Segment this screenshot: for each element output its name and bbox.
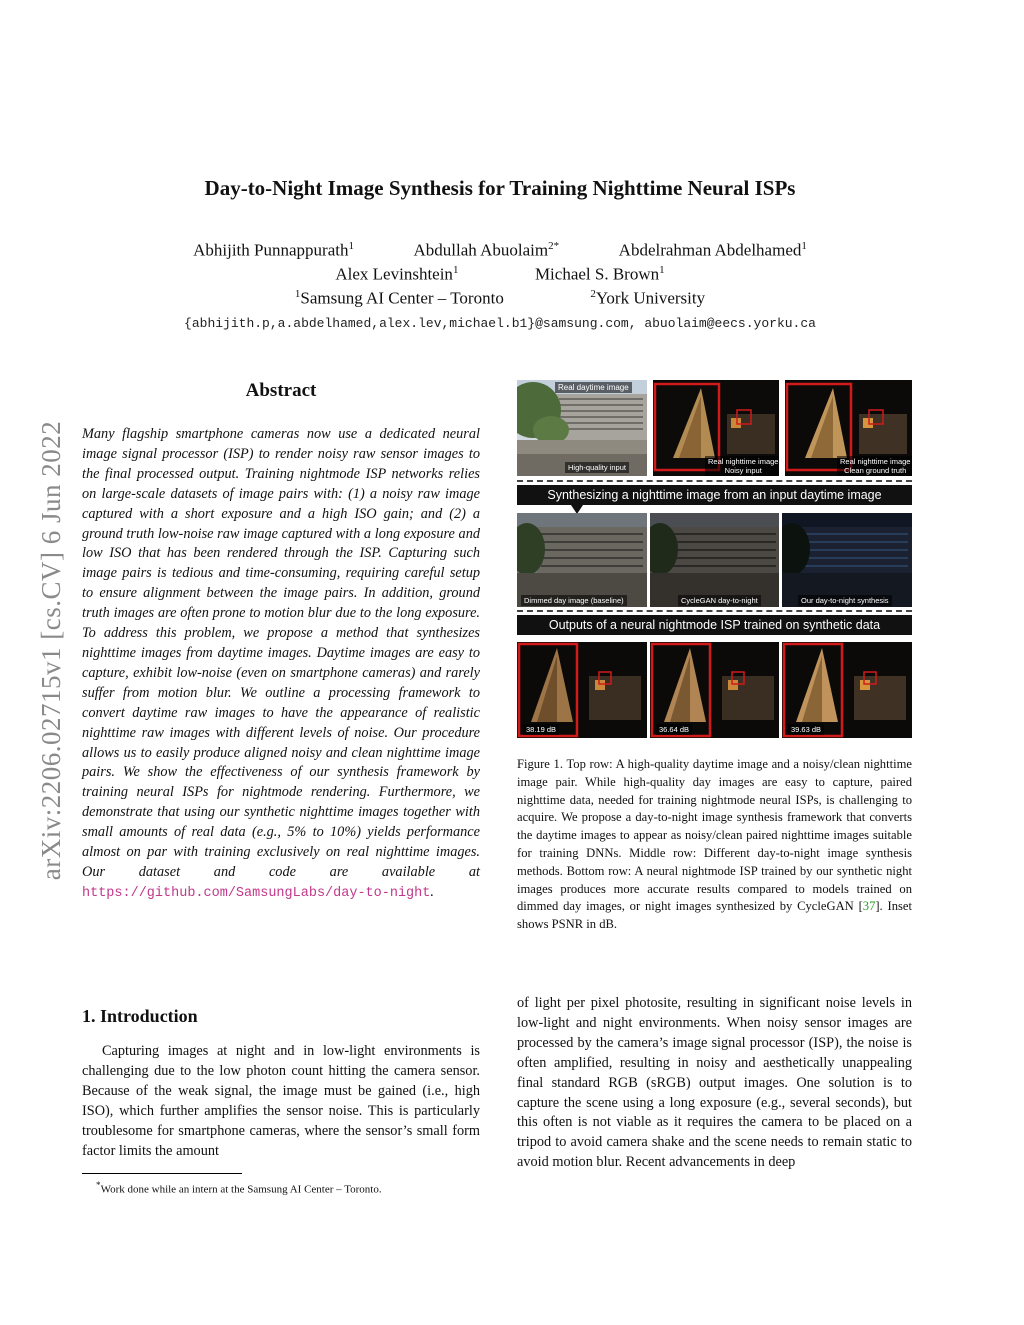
night-clean-label: Real nighttime image Clean ground truth	[837, 456, 912, 476]
night-noisy-label: Real nighttime image Noisy input	[705, 456, 779, 476]
dimmed-day-photo	[517, 513, 647, 607]
author-emails: {abhijith.p,a.abdelhamed,alex.lev,michael.b1}@samsung.com, abuolaim@eecs.yorku.ca	[184, 316, 816, 331]
dashed-separator	[517, 480, 912, 482]
our-synthesis-photo	[782, 513, 912, 607]
abstract-body: Many flagship smartphone cameras now use a dedicated neural image signal processor (ISP) to render noisy raw sensor images to the final processed output. Training nightmode ISP networks relies on large-scale datasets of image pairs with: (1) a noisy raw image captured with a short exposure and a high ISO gain; and (2) a ground truth low-noise raw image captured with a long exposure and low ISO that has been rendered through the ISP. Capturing such image pairs is tedious and time-consuming, requiring careful setup to ensure alignment between the image pairs. In addition, ground truth images are often prone to motion blur due to the long exposure. To address this problem, we propose a method that synthesizes nighttime images from daytime images. Daytime images are easy to capture, exhibit low-noise (even on smartphone cameras) and rarely suffer from motion blur. We outline a processing framework to convert daytime raw images to have the appearance of realistic nighttime raw images with different levels of noise. Our procedure allows us to easily produce aligned noisy and clean nighttime image pairs. We show the effectiveness of our synthesis framework by training neural ISPs for nightmode rendering. Furthermore, we demonstrate that using our synthetic nighttime images together with small amounts of real data (e.g., 5% to 10%) yields performance almost on par with training exclusively on real nighttime images. Our dataset and code are available at https://github.com/SamsungLabs/day-to-night.	[82, 426, 480, 901]
intro-paragraph-2: of light per pixel photosite, resulting in significant noise levels in low-light and night environments. When noisy sensor images are processed by the camera’s image signal processor (ISP), the noise is often amplified, resulting in noisy and aesthetically unappealing final standard RGB (sRGB) output images. One solution is to capture the scene using a long exposure (e.g., several seconds), but this often is not viable as it requires the camera to be placed on a tripod to avoid camera shake and the scene needs to remain static to avoid motion blur. Recent advancements in deep	[517, 995, 912, 1171]
output-dimmed-photo	[517, 642, 647, 738]
output-cyclegan-photo	[650, 642, 779, 738]
intro-paragraph-1: Capturing images at night and in low-light environments is challenging due to the low photon count hitting the camera sensor. Because of the weak signal, the image must be gained (i.e., high ISO), which further amplifies the sensor noise. This is particularly troublesome for smartphone cameras, where the sensor’s small form factor limits the amount	[82, 1043, 480, 1159]
night-clean-photo	[785, 380, 912, 476]
cyclegan-label: CycleGAN day-to-night	[678, 595, 761, 606]
dimmed-day-label: Dimmed day image (baseline)	[521, 595, 627, 606]
author-name: Abdelrahman Abdelhamed	[618, 240, 802, 260]
synthesis-banner: Synthesizing a nighttime image from an input daytime image	[517, 485, 912, 505]
affiliation: York University	[595, 288, 706, 308]
caption-prefix: Figure 1.	[517, 757, 563, 771]
figure-1	[517, 380, 912, 740]
day-input-label: High-quality input	[565, 462, 629, 473]
author-name: Alex Levinshtein	[335, 264, 453, 284]
daytime-photo	[517, 380, 647, 476]
author-name: Abhijith Punnappurath	[193, 240, 349, 260]
citation-link[interactable]: 37	[862, 899, 876, 914]
affiliations: $^1$Samsung AI Center – Toronto $^2$York University	[294, 288, 706, 308]
authors-line-2: Alex Levinshtein$^1$ Michael S. Brown$^1$	[335, 264, 665, 284]
footnote-rule	[82, 1173, 242, 1174]
our-synthesis-label: Our day-to-night synthesis	[798, 595, 892, 606]
section-heading-introduction: 1. Introduction	[82, 1006, 198, 1026]
footnote: *Work done while an intern at the Samsung AI Center – Toronto.	[96, 1180, 382, 1196]
arxiv-sidebar	[28, 360, 76, 940]
night-noisy-photo	[653, 380, 779, 476]
authors-line-1: Abhijith Punnappurath$^1$ Abdullah Abuolaim$^{2*}$ Abdelrahman Abdelhamed$^1$	[193, 240, 807, 260]
psnr-label: 36.64 dB	[656, 724, 692, 735]
author-name: Michael S. Brown	[534, 264, 660, 284]
affiliation: Samsung AI Center – Toronto	[300, 288, 504, 308]
arxiv-identifier: arXiv:2206.02715v1 [cs.CV] 6 Jun 2022	[36, 420, 67, 880]
output-ours-photo	[782, 642, 912, 738]
code-link[interactable]: https://github.com/SamsungLabs/day-to-night	[82, 885, 431, 901]
author-name: Abdullah Abuolaim	[413, 240, 549, 260]
abstract-heading: Abstract	[245, 380, 317, 401]
abstract-text: Many flagship smartphone cameras now use a dedicated neural image signal processor (ISP) to render noisy raw sensor images to the final processed output. Training nightmode ISP networks relies on large-scale datasets of image pairs with: (1) a noisy raw image captured with a short exposure and a high ISO gain; and (2) a ground truth low-noise raw image captured with a long exposure and low ISO that has been rendered through the ISP. Capturing such image pairs is tedious and time-consuming, requiring careful setup to ensure alignment between the image pairs. In addition, ground truth images are often prone to motion blur due to the long exposure. To address this problem, we propose a method that synthesizes nighttime images from daytime images. Daytime images are easy to capture, exhibit low-noise (even on smartphone cameras) and rarely suffer from motion blur. We outline a processing framework to convert daytime raw images to have the appearance of realistic nighttime raw images with different levels of noise. Our procedure allows us to easily produce aligned noisy and clean nighttime image pairs. We show the effectiveness of our synthesis framework by training neural ISPs for nightmode rendering. Furthermore, we demonstrate that using our synthetic nighttime images together with small amounts of real data (e.g., 5% to 10%) yields performance almost on par with training exclusively on real nighttime images. Our dataset and code are available at	[82, 426, 480, 880]
dashed-separator	[517, 610, 912, 612]
outputs-banner: Outputs of a neural nightmode ISP trained on synthetic data	[517, 615, 912, 635]
day-title-label: Real daytime image	[555, 382, 632, 393]
figure-caption: Figure 1. Top row: A high-quality daytime image and a noisy/clean nighttime image pair. While high-quality day images are easy to capture, paired nighttime data, needed for training nightmode neural ISPs, is challenging to acquire. We propose a day-to-night image synthesis framework that converts the daytime images to appear as noisy/clean paired nighttime images suitable for training DNNs. Middle row: Different day-to-night image synthesis methods. Bottom row: A neural nightmode ISP trained by our synthetic night images produces more accurate results compared to models trained on dimmed day images, or night images synthesized by CycleGAN [37]. Inset shows PSNR in dB.	[517, 757, 912, 932]
psnr-label: 39.63 dB	[788, 724, 824, 735]
cyclegan-photo	[650, 513, 779, 607]
psnr-label: 38.19 dB	[523, 724, 559, 735]
paper-title: Day-to-Night Image Synthesis for Training Nighttime Neural ISPs	[204, 176, 796, 200]
